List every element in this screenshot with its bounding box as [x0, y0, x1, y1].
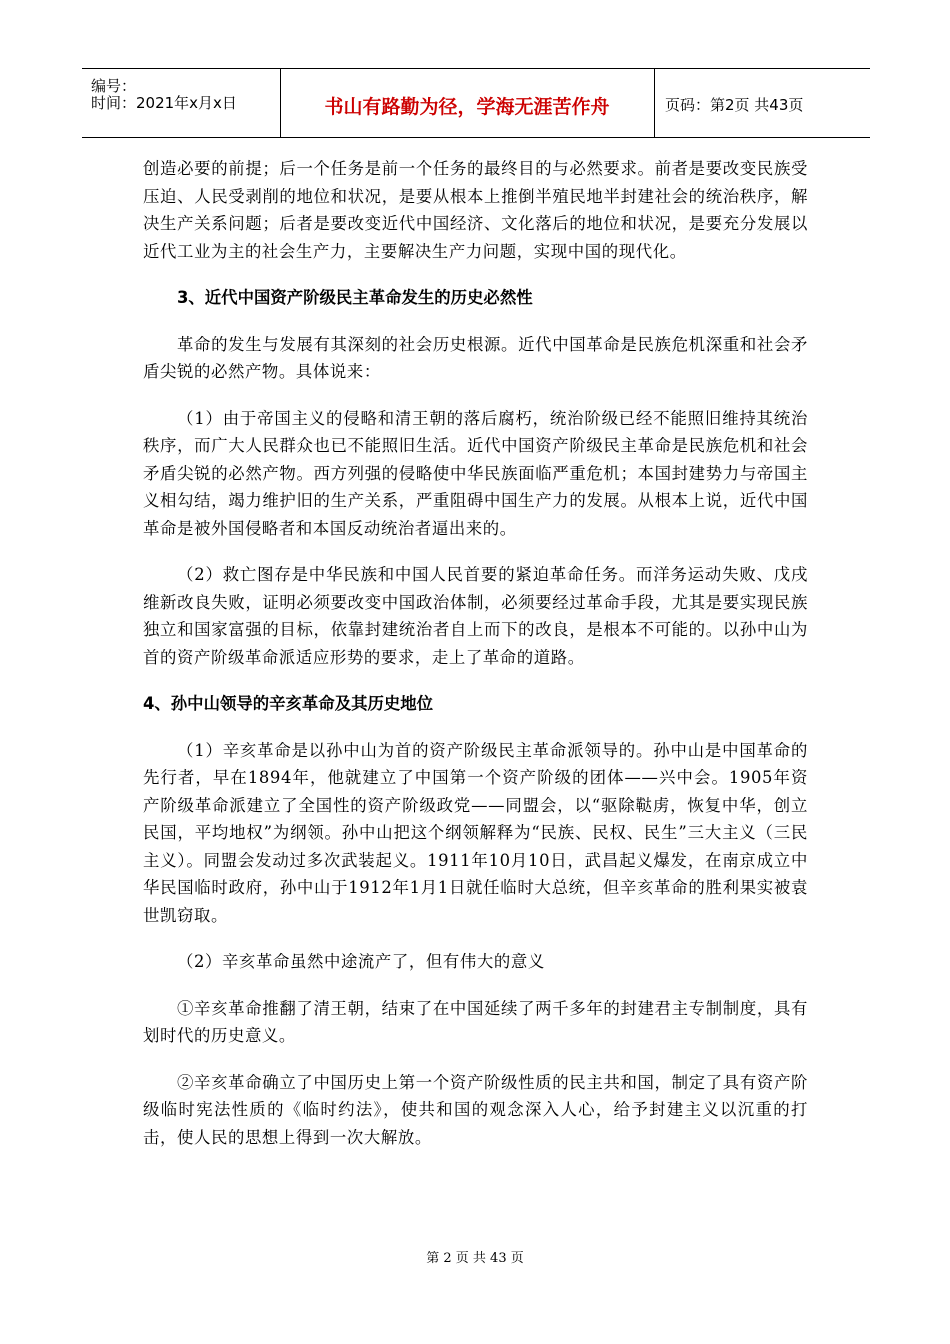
header-page-info: 页码：第2页 共43页 [665, 96, 804, 114]
page-footer: 第 2 页 共 43 页 [426, 1251, 524, 1266]
document-number-label: 编号： [91, 77, 137, 95]
paragraph-8: ②辛亥革命确立了中国历史上第一个资产阶级性质的民主共和国，制定了具有资产阶级临时宪法性质的《临时约法》，使共和国的观念深入人心，给予封建主义以沉重的打击，使人民的思想上得到一次大解放。 [143, 1072, 808, 1147]
page-header [82, 68, 870, 138]
header-motto: 书山有路勤为径，学海无涯苦作舟 [324, 96, 610, 118]
paragraph-7: ①辛亥革命推翻了清王朝，结束了在中国延续了两千多年的封建君主专制制度，具有划时代的历史意义。 [143, 998, 808, 1045]
section-heading-4: 4、孙中山领导的辛亥革命及其历史地位 [143, 694, 434, 713]
header-motto-cell [280, 69, 655, 137]
paragraph-2: 革命的发生与发展有其深刻的社会历史根源。近代中国革命是民族危机深重和社会矛盾尖锐的必然产物。具体说来： [143, 334, 808, 381]
section-heading-3: 3、近代中国资产阶级民主革命发生的历史必然性 [177, 288, 533, 307]
paragraph-6: （2）辛亥革命虽然中途流产了，但有伟大的意义 [177, 952, 545, 971]
document-body [143, 155, 808, 1170]
paragraph-3: （1）由于帝国主义的侵略和清王朝的落后腐朽，统治阶级已经不能照旧维持其统治秩序，而广大人民群众也已不能照旧生活。近代中国资产阶级民主革命是民族危机和社会矛盾尖锐的必然产物。西方列强的侵略使中华民族面临严重危机；本国封建势力与帝国主义相勾结，竭力维护旧的生产关系，严重阻碍中国生产力的发展。从根本上说，近代中国革命是被外国侵略者和本国反动统治者逼出来的。 [143, 408, 808, 538]
header-meta-cell [82, 69, 281, 137]
document-date: 时间：2021年x月x日 [91, 94, 237, 112]
header-page-cell [655, 69, 870, 137]
paragraph-4: （2）救亡图存是中华民族和中国人民首要的紧迫革命任务。而洋务运动失败、戊戌维新改良失败，证明必须要改变中国政治体制，必须要经过革命手段，尤其是要实现民族独立和国家富强的目标，依靠封建统治者自上而下的改良，是根本不可能的。以孙中山为首的资产阶级革命派适应形势的要求，走上了革命的道路。 [143, 565, 808, 667]
paragraph-1: 创造必要的前提；后一个任务是前一个任务的最终目的与必然要求。前者是要改变民族受压迫、人民受剥削的地位和状况，是要从根本上推倒半殖民地半封建社会的统治秩序，解决生产关系问题；后者是要改变近代中国经济、文化落后的地位和状况，是要充分发展以近代工业为主的社会生产力，主要解决生产力问题，实现中国的现代化。 [143, 159, 808, 261]
paragraph-5: （1）辛亥革命是以孙中山为首的资产阶级民主革命派领导的。孙中山是中国革命的先行者，早在1894年，他就建立了中国第一个资产阶级的团体——兴中会。1905年资产阶级革命派建立了全国性的资产阶级政党——同盟会，以“驱除鞑虏，恢复中华，创立民国，平均地权”为纲领。孙中山把这个纲领解释为“民族、民权、民生”三大主义（三民主义）。同盟会发动过多次武装起义。1911年10月10日，武昌起义爆发，在南京成立中华民国临时政府，孙中山于1912年1月1日就任临时大总统，但辛亥革命的胜利果实被袁世凯窃取。 [143, 740, 808, 925]
